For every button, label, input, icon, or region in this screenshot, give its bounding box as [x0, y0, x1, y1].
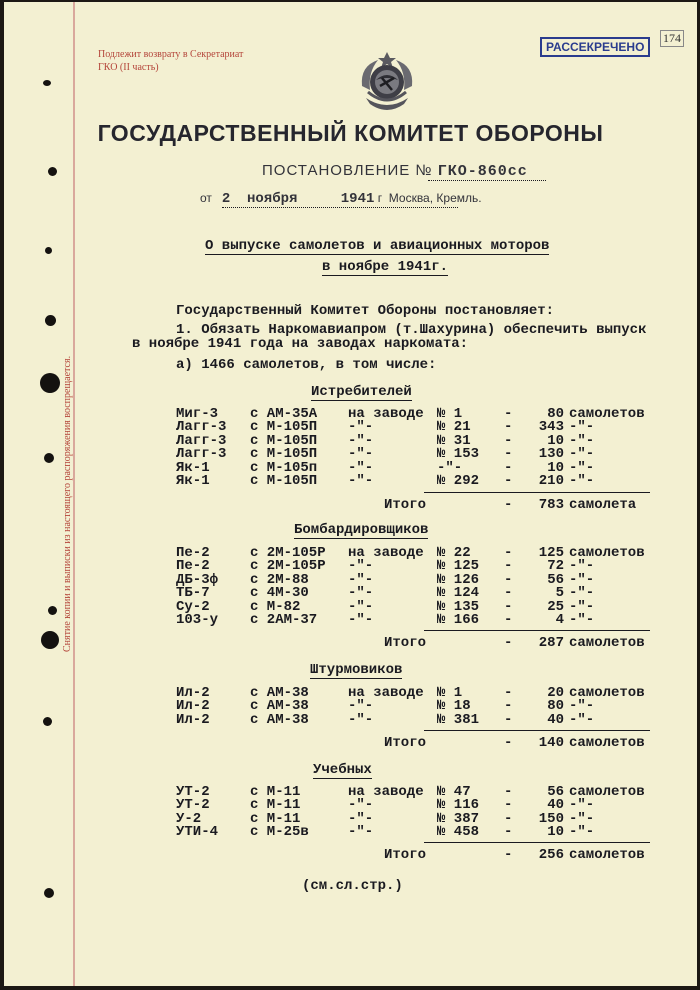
dash: -: [504, 406, 513, 422]
table-cell-engine: с 4М-30: [250, 585, 309, 602]
table-cell-plant: № 387: [437, 810, 480, 827]
table-cell-qty: 20: [547, 685, 564, 701]
table-cell-place: -"-: [348, 571, 374, 588]
dash: -: [504, 571, 513, 588]
binder-hole: [43, 80, 51, 86]
table-cell-model: УТ-2: [176, 797, 210, 814]
ussr-emblem-icon: [354, 46, 420, 116]
dash: -: [504, 735, 513, 751]
table-cell-model: Миг-3: [176, 406, 219, 422]
table-cell-unit: -"-: [569, 810, 595, 827]
dash: -: [504, 459, 513, 476]
binder-hole: [40, 373, 60, 393]
table-cell-unit: -"-: [569, 824, 595, 841]
table-cell-engine: с М-105п: [250, 459, 318, 476]
section-heading: Бомбардировщиков: [294, 522, 429, 538]
table-cell-plant: № 1: [437, 406, 463, 422]
dash: -: [504, 558, 513, 575]
table-cell-engine: с 2М-105Р: [250, 558, 326, 575]
total-unit: самолетов: [569, 847, 645, 863]
total-rule: [424, 730, 650, 731]
table-cell-qty: 150: [538, 810, 564, 827]
total-label: Итого: [384, 847, 427, 863]
binder-hole: [43, 717, 52, 726]
total-label: Итого: [384, 497, 427, 513]
section-heading: Учебных: [313, 762, 372, 778]
total-rule: [424, 630, 650, 631]
dash: -: [504, 419, 513, 436]
table-cell-qty: 40: [547, 711, 564, 728]
table-cell-qty: 72: [547, 558, 564, 575]
binder-hole: [45, 315, 56, 326]
table-cell-qty: 25: [547, 598, 564, 615]
table-cell-place: -"-: [348, 419, 374, 436]
table-cell-plant: № 126: [437, 571, 480, 588]
table-cell-plant: № 31: [437, 432, 471, 449]
table-cell-qty: 40: [547, 797, 564, 814]
table-cell-qty: 56: [547, 571, 564, 588]
table-cell-model: Ил-2: [176, 685, 210, 701]
table-cell-plant: № 47: [437, 784, 471, 800]
table-cell-model: Лагг-3: [176, 446, 227, 463]
table-cell-qty: 210: [538, 473, 564, 489]
table-cell-engine: с М-105П: [250, 419, 318, 436]
dash: -: [504, 432, 513, 449]
table-cell-engine: с М-105П: [250, 446, 318, 463]
dash: -: [504, 545, 513, 561]
table-cell-qty: 4: [555, 612, 564, 628]
table-cell-qty: 80: [547, 698, 564, 715]
table-cell-unit: -"-: [569, 473, 595, 489]
table-cell-place: -"-: [348, 698, 374, 715]
table-cell-plant: № 135: [437, 598, 480, 615]
date-underline: [222, 207, 458, 208]
table-cell-unit: -"-: [569, 446, 595, 463]
table-cell-qty: 130: [538, 446, 564, 463]
date-month: ноября: [247, 191, 298, 207]
table-cell-unit: самолетов: [569, 685, 645, 701]
table-cell-place: -"-: [348, 598, 374, 615]
table-cell-place: на заводе: [348, 685, 424, 701]
table-cell-model: Ил-2: [176, 711, 210, 728]
dash: -: [504, 612, 513, 628]
dash: -: [504, 635, 513, 651]
return-note-line2: ГКО (II часть): [98, 62, 159, 73]
table-cell-model: ДБ-3ф: [176, 571, 219, 588]
date-day: 2: [221, 191, 231, 207]
dash: -: [504, 685, 513, 701]
table-cell-qty: 5: [555, 585, 564, 602]
total-rule: [424, 842, 650, 843]
section-heading: Штурмовиков: [310, 662, 403, 678]
table-cell-plant: № 22: [437, 545, 471, 561]
total-qty: 256: [538, 847, 564, 863]
table-cell-engine: с М-105П: [250, 432, 318, 449]
table-cell-model: Ил-2: [176, 698, 210, 715]
table-cell-unit: самолетов: [569, 784, 645, 800]
table-cell-qty: 10: [547, 824, 564, 841]
table-cell-unit: самолетов: [569, 406, 645, 422]
table-cell-place: -"-: [348, 432, 374, 449]
table-cell-model: УТ-2: [176, 784, 210, 800]
table-cell-place: -"-: [348, 473, 374, 489]
table-cell-place: на заводе: [348, 784, 424, 800]
table-cell-model: Су-2: [176, 598, 210, 615]
table-cell-place: -"-: [348, 585, 374, 602]
table-cell-unit: -"-: [569, 432, 595, 449]
date-line: [200, 191, 482, 207]
total-label: Итого: [384, 635, 427, 651]
item-a: а) 1466 самолетов, в том числе:: [176, 357, 437, 373]
dash: -: [504, 824, 513, 841]
table-cell-place: -"-: [348, 459, 374, 476]
total-label: Итого: [384, 735, 427, 751]
table-cell-engine: с М-82: [250, 598, 301, 615]
table-cell-unit: -"-: [569, 585, 595, 602]
total-qty: 287: [538, 635, 564, 651]
dash: -: [504, 585, 513, 602]
table-cell-model: Як-1: [176, 459, 210, 476]
dash: -: [504, 497, 513, 513]
section-heading: Истребителей: [311, 384, 412, 400]
table-cell-unit: -"-: [569, 571, 595, 588]
dash: -: [504, 598, 513, 615]
resolution-label: ПОСТАНОВЛЕНИЕ №: [262, 162, 433, 179]
document-title: ГОСУДАРСТВЕННЫЙ КОМИТЕТ ОБОРОНЫ: [97, 120, 604, 146]
table-cell-place: -"-: [348, 824, 374, 841]
table-cell-place: -"-: [348, 810, 374, 827]
table-cell-model: 103-у: [176, 612, 219, 628]
table-cell-engine: с 2М-88: [250, 571, 309, 588]
table-cell-engine: с АМ-38: [250, 685, 309, 701]
dash: -: [504, 711, 513, 728]
table-cell-engine: с М-11: [250, 784, 301, 800]
table-cell-model: Як-1: [176, 473, 210, 489]
total-rule: [424, 492, 650, 493]
table-cell-model: Пе-2: [176, 545, 210, 561]
table-cell-place: -"-: [348, 446, 374, 463]
date-prefix: от: [200, 191, 212, 205]
table-cell-plant: № 21: [437, 419, 471, 436]
table-cell-engine: с М-25в: [250, 824, 309, 841]
total-unit: самолета: [569, 497, 637, 513]
table-cell-model: У-2: [176, 810, 202, 827]
margin-note: Снятие копии и выписки из настоящего распоряжения воспрещается.: [62, 355, 73, 652]
table-cell-qty: 10: [547, 459, 564, 476]
total-unit: самолетов: [569, 735, 645, 751]
margin-line: [73, 2, 75, 986]
table-cell-unit: -"-: [569, 419, 595, 436]
table-cell-unit: -"-: [569, 698, 595, 715]
table-cell-qty: 56: [547, 784, 564, 800]
intro-text: Государственный Комитет Обороны постановляет:: [176, 303, 555, 319]
table-cell-plant: № 153: [437, 446, 480, 463]
dash: -: [504, 847, 513, 863]
dash: -: [504, 784, 513, 800]
dash: -: [504, 446, 513, 463]
date-year: 1941: [340, 191, 375, 207]
table-cell-plant: № 116: [437, 797, 480, 814]
binder-hole: [45, 247, 52, 254]
table-cell-plant: № 292: [437, 473, 480, 489]
table-cell-plant: -"-: [437, 459, 463, 476]
paragraph-1-line-2: в ноябре 1941 года на заводах наркомата:: [132, 336, 469, 352]
date-suffix: г Москва, Кремль.: [377, 191, 482, 205]
table-cell-engine: с М-11: [250, 797, 301, 814]
paragraph-1-line-1: 1. Обязать Наркомавиапром (т.Шахурина) обеспечить выпуск: [176, 322, 647, 338]
table-cell-plant: № 458: [437, 824, 480, 841]
table-cell-qty: 10: [547, 432, 564, 449]
table-cell-qty: 80: [547, 406, 564, 422]
table-cell-place: -"-: [348, 797, 374, 814]
declassified-stamp: РАССЕКРЕЧЕНО: [540, 37, 650, 57]
table-cell-model: Лагг-3: [176, 419, 227, 436]
table-cell-engine: с М-11: [250, 810, 301, 827]
subject-line-1: О выпуске самолетов и авиационных моторов: [205, 238, 550, 254]
binder-hole: [44, 453, 54, 463]
table-cell-engine: с АМ-38: [250, 711, 309, 728]
table-cell-place: -"-: [348, 558, 374, 575]
total-qty: 783: [538, 497, 564, 513]
table-cell-model: ТБ-7: [176, 585, 210, 602]
table-cell-plant: № 18: [437, 698, 471, 715]
archive-number: 174: [660, 30, 684, 47]
dash: -: [504, 698, 513, 715]
table-cell-model: УТИ-4: [176, 824, 219, 841]
table-cell-unit: самолетов: [569, 545, 645, 561]
return-note-line1: Подлежит возврату в Секретариат: [98, 49, 244, 60]
table-cell-engine: с М-105П: [250, 473, 318, 489]
table-cell-engine: с АМ-38: [250, 698, 309, 715]
table-cell-plant: № 125: [437, 558, 480, 575]
table-cell-qty: 343: [538, 419, 564, 436]
binder-hole: [44, 888, 54, 898]
table-cell-model: Пе-2: [176, 558, 210, 575]
document-page: [4, 2, 697, 986]
table-cell-plant: № 1: [437, 685, 463, 701]
binder-hole: [48, 167, 57, 176]
dash: -: [504, 810, 513, 827]
table-cell-unit: -"-: [569, 598, 595, 615]
table-cell-place: -"-: [348, 711, 374, 728]
table-cell-plant: № 166: [437, 612, 480, 628]
table-cell-engine: с АМ-35А: [250, 406, 318, 422]
dash: -: [504, 797, 513, 814]
table-cell-engine: с 2М-105Р: [250, 545, 326, 561]
table-cell-place: на заводе: [348, 545, 424, 561]
resolution-underline: [428, 180, 546, 181]
table-cell-engine: с 2АМ-37: [250, 612, 318, 628]
table-cell-unit: -"-: [569, 558, 595, 575]
table-cell-unit: -"-: [569, 612, 595, 628]
resolution-line: [262, 162, 528, 180]
dash: -: [504, 473, 513, 489]
subject-line-2: в ноябре 1941г.: [322, 259, 449, 275]
table-cell-unit: -"-: [569, 711, 595, 728]
total-unit: самолетов: [569, 635, 645, 651]
table-cell-model: Лагг-3: [176, 432, 227, 449]
total-qty: 140: [538, 735, 564, 751]
resolution-number: ГКО-860сс: [437, 163, 528, 180]
table-cell-unit: -"-: [569, 459, 595, 476]
table-cell-place: на заводе: [348, 406, 424, 422]
table-cell-plant: № 124: [437, 585, 480, 602]
table-cell-qty: 125: [538, 545, 564, 561]
table-cell-place: -"-: [348, 612, 374, 628]
binder-hole: [41, 631, 59, 649]
table-cell-plant: № 381: [437, 711, 480, 728]
return-note: [98, 48, 243, 74]
table-cell-unit: -"-: [569, 797, 595, 814]
continued-note: (см.сл.стр.): [302, 878, 403, 894]
binder-hole: [48, 606, 57, 615]
